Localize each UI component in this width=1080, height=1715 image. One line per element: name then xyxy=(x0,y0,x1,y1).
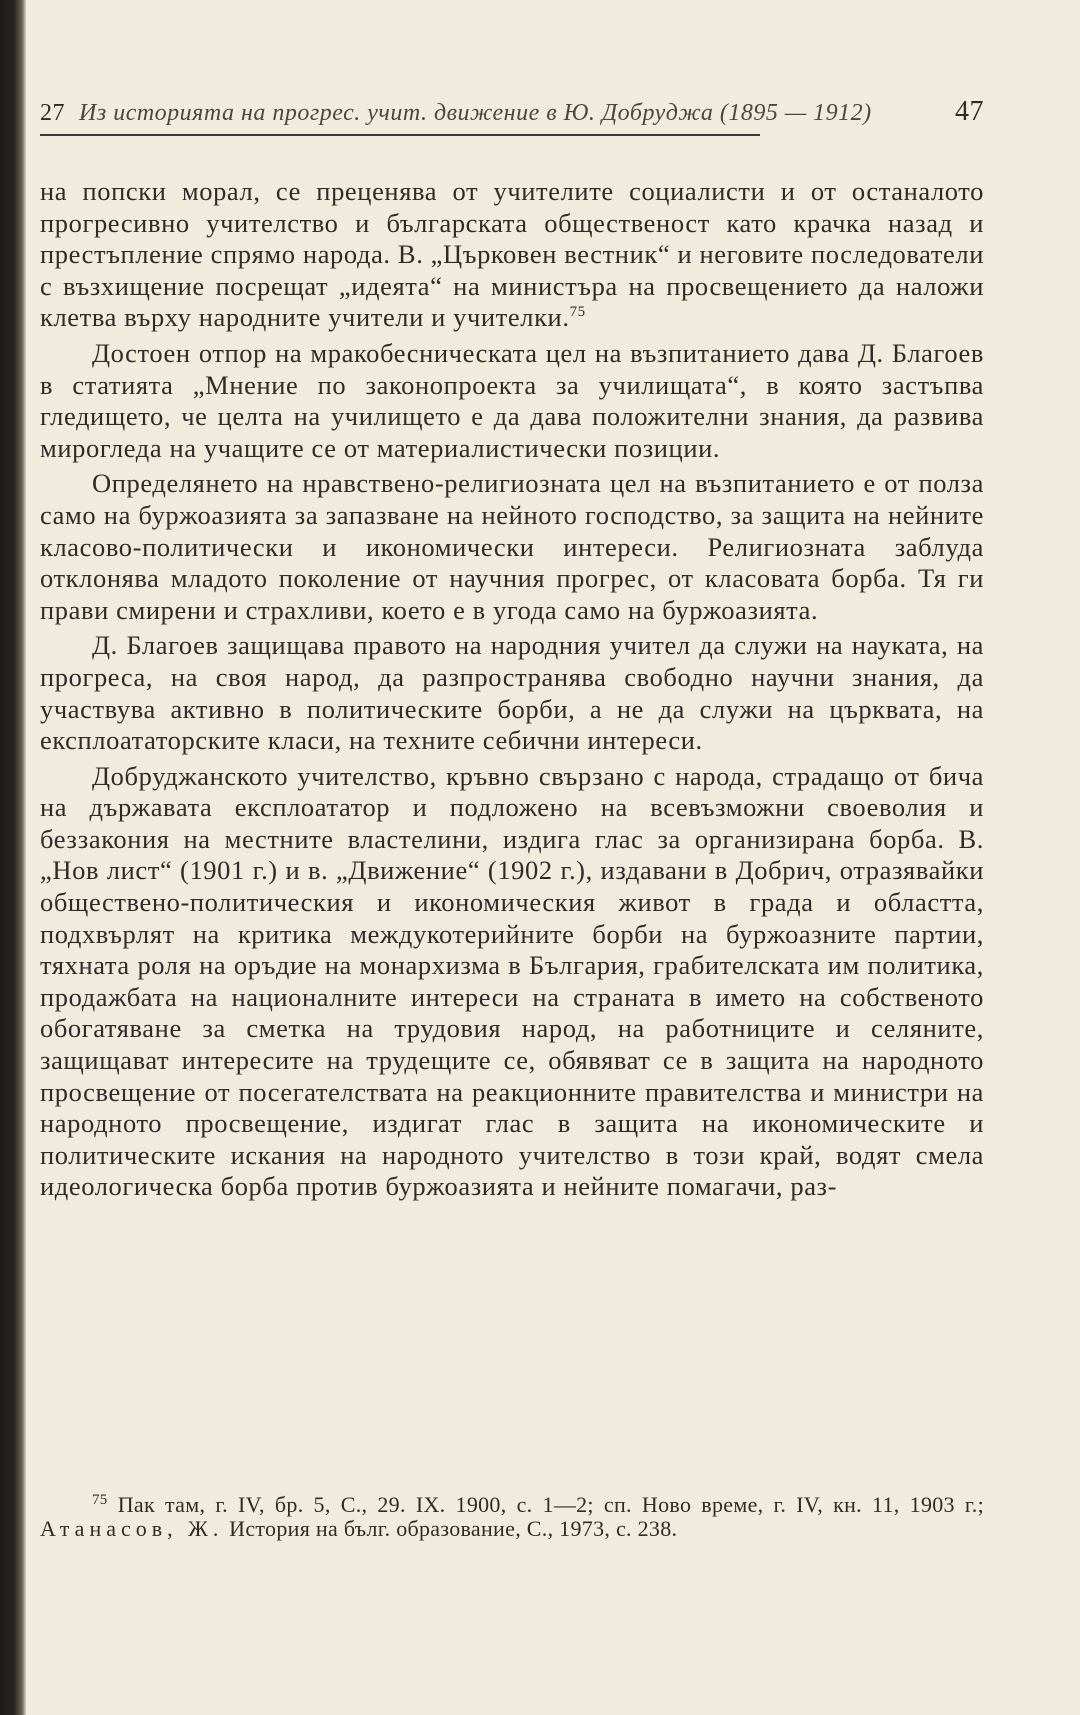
running-head-title: Из историята на прогрес. учит. движение в Ю. Добруджа (1895 — 1912) xyxy=(79,100,872,126)
paragraph-4: Д. Благоев защищава правото на народния учител да служи на науката, на прогреса, на своя народ, да разпространява свободно научни знания, да участвува активно в политическите борби, а не да служи на църквата, на експлоататорските класи, на техните себични интереси. xyxy=(40,630,984,756)
paragraph-1 xyxy=(40,176,984,334)
footnote-text-after-author: История на бълг. образование, С., 1973, с. 238. xyxy=(229,1516,678,1541)
header-rule xyxy=(40,134,760,136)
book-binding-edge xyxy=(0,0,26,1715)
footnote-separator xyxy=(40,1476,984,1477)
paragraph-3: Определянето на нравствено-религиозната цел на възпитанието е от полза само на буржоазията за запазване на нейното господство, за защита на нейните класово-политически и икономически интереси. Религиозната заблуда отклонява младото поколение от научния прогрес, от класовата борба. Тя ги прави смирени и страхливи, което е в угода само на буржоазията. xyxy=(40,468,984,625)
paragraph-2: Достоен отпор на мракобесническата цел на възпитанието дава Д. Благоев в статията „Мнение по законопроекта за училищата“, в която застъпва гледището, че целта на училището е да дава положителни знания, да развива мирогледа на учащите се от материалистически позиции. xyxy=(40,337,984,463)
book-page xyxy=(40,0,1040,1715)
footnote-reference: 75 xyxy=(569,304,586,321)
paragraph-5: Добруджанското учителство, кръвно свързано с народа, страдащо от бича на държавата експлоататор и подложено на всевъзможни своеволия и беззакония на местните властелини, издига глас за организирана борба. В. „Нов лист“ (1901 г.) и в. „Движение“ (1902 г.), издавани в Добрич, отразявайки обществено-политическия и икономическия живот в града и областта, подхвърлят на критика междукотерийните борби на буржоазните партии, тяхната роля на оръдие на монархизма в България, грабителската им политика, продажбата на националните интереси на страната в името на собственото обогатяване за сметка на трудовия народ, на работниците и селяните, защищават интересите на трудещите се, обявяват се в защита на народното просвещение от посегателствата на реакционните правителства и министри на народното просвещение, издигат глас в защита на икономическите и политическите искания на народното учителство в този край, водят смела идеологическа борба против буржоазията и нейните помагачи, раз- xyxy=(40,760,984,1202)
paragraph-1-text: на попски морал, се преценява от учителите социалисти и от останалото прогресивно учителство и българската общественост като крачка назад и престъпление спрямо народа. В. „Църковен вестник“ и неговите последователи с възхищение посрещат „идеята“ на министъра на просвещението да наложи клетва върху народните учители и учителки. xyxy=(40,176,984,333)
footnote-author: Атанасов, Ж. xyxy=(40,1516,224,1541)
footnote xyxy=(40,1493,984,1541)
running-head-number: 27 xyxy=(40,100,65,126)
running-head xyxy=(40,96,984,128)
page-number: 47 xyxy=(955,96,984,127)
footnote-text-before-author: Пак там, г. IV, бр. 5, С., 29. IX. 1900, с. 1—2; сп. Ново време, г. IV, кн. 11, 1903 г.; xyxy=(117,1492,984,1517)
body-text xyxy=(40,176,984,1203)
footnote-number: 75 xyxy=(92,1491,108,1508)
